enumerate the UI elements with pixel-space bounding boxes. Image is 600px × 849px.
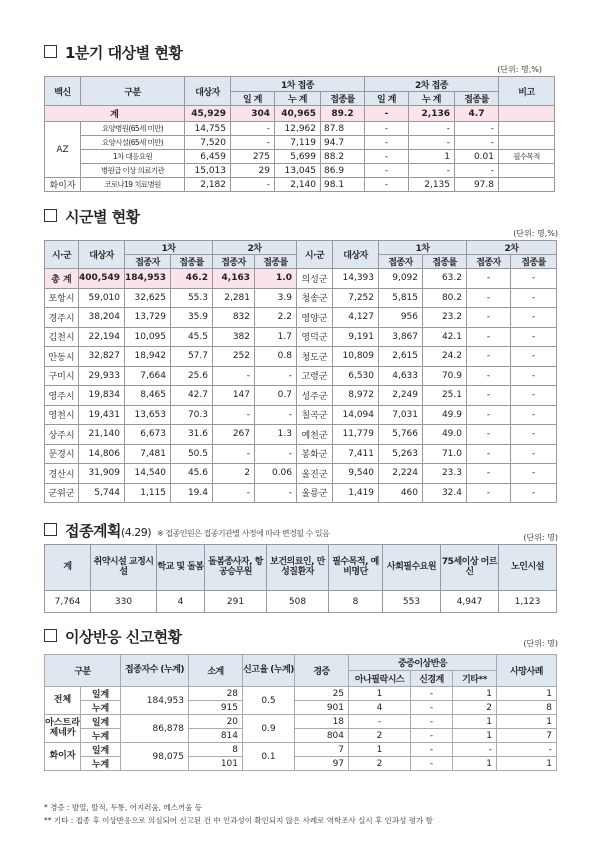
table-row: 상주시 21,140 6,673 31.6 267 1.3 예천군 11,779 5,766 49.0 - - <box>45 425 557 445</box>
footnote-mild: * 경증 : 발열, 발적, 두통, 어지러움, 메스꺼움 등 <box>44 803 203 812</box>
section3-unit: (단위: 명) <box>523 533 558 542</box>
total-row: 계 45,929 304 40,965 89.2 - 2,136 4.7 <box>45 106 555 122</box>
col-target-right: 대상자 <box>333 241 379 269</box>
period-label: 일계 <box>81 715 121 729</box>
col-d2: 2차 <box>213 241 297 255</box>
region-name: 청송군 <box>297 288 333 308</box>
region-name: 안동시 <box>45 347 79 367</box>
vaccine-az: AZ <box>45 122 81 178</box>
col-target: 대상자 <box>79 241 125 269</box>
col-d1: 1차 <box>125 241 213 255</box>
checkbox-square-icon <box>44 45 57 58</box>
region-name: 경주시 <box>45 308 79 328</box>
col-subtotal: 소계 <box>189 655 243 687</box>
table-row: 안동시 32,827 18,942 57.7 252 0.8 청도군 10,809 2,615 24.2 - - <box>45 347 557 367</box>
plan-value: 508 <box>267 591 329 613</box>
vaccinated-count: 184,953 <box>121 687 189 715</box>
col-d1-cum: 누 계 <box>275 92 321 106</box>
section2-unit: (단위: 명,%) <box>513 229 558 238</box>
table-row: 화이자 일계 98,075 8 0.1 7 1 - - - <box>45 743 557 757</box>
plan-value: 553 <box>383 591 441 613</box>
section4-title: 이상반응 신고현황 <box>44 626 182 647</box>
col-d1-rate: 접종률 <box>321 92 365 106</box>
col-d1-daily: 일 계 <box>231 92 275 106</box>
vaccine-pfizer: 화이자 <box>45 178 81 192</box>
region-name: 김천시 <box>45 327 79 347</box>
region-name: 예천군 <box>297 425 333 445</box>
plan-header: 학교 및 돌봄 <box>157 545 205 591</box>
table-row: 경산시 31,909 14,540 45.6 2 0.06 울진군 9,540 2,224 23.3 - - <box>45 464 557 484</box>
col-region-right: 시·군 <box>297 241 333 269</box>
table-row: 누계 101 97 2 - 1 1 <box>45 757 557 771</box>
region-name: 경산시 <box>45 464 79 484</box>
plan-header: 돌봄종사자, 항공승무원 <box>205 545 267 591</box>
period-label: 누계 <box>81 757 121 771</box>
footnote-etc: ** 기타 : 접종 후 이상반응으로 의심되어 신고된 건 中 인과성이 확인되지 않은 사례로 역학조사 실시 후 인과성 평가 함 <box>44 816 433 825</box>
report-rate: 0.5 <box>243 687 295 715</box>
region-name: 영천시 <box>45 405 79 425</box>
region-name: 성주군 <box>297 386 333 406</box>
table-row: 화이자 코로나19 치료병원 2,182 - 2,140 98.1 - 2,135 97.8 <box>45 178 555 192</box>
section3-title: 접종계획(4.29) ※ 접종인원은 접종기관별 사정에 따라 변경될 수 있음 <box>44 520 329 541</box>
plan-header: 계 <box>45 545 91 591</box>
plan-header: 필수목적, 예비명단 <box>329 545 383 591</box>
col-category: 구분 <box>81 77 185 106</box>
col-d2-rate: 접종률 <box>455 92 499 106</box>
region-name: 고령군 <box>297 366 333 386</box>
plan-date: (4.29) <box>120 526 152 539</box>
table-row: 1차 대응요원 6,459 275 5,699 88.2 - 1 0.01 필수목적 <box>45 150 555 164</box>
period-label: 일계 <box>81 687 121 701</box>
table-row: 요양시설(65세 미만) 7,520 - 7,119 94.7 - - - <box>45 136 555 150</box>
plan-header: 노인시설 <box>499 545 557 591</box>
plan-value: 291 <box>205 591 267 613</box>
period-label: 누계 <box>81 701 121 715</box>
col-dose2: 2차 접종 <box>365 77 499 92</box>
period-label: 일계 <box>81 743 121 757</box>
table-row: 총 계 400,549 184,953 46.2 4,163 1.0 의성군 14,393 9,092 63.2 - - <box>45 269 557 289</box>
table-row: 영천시 19,431 13,653 70.3 - - 칠곡군 14,094 7,031 49.9 - - <box>45 405 557 425</box>
col-report-rate: 신고율 (누계) <box>243 655 295 687</box>
region-name: 울진군 <box>297 464 333 484</box>
plan-header: 보건의료인, 만성질환자 <box>267 545 329 591</box>
vaccinated-count: 86,878 <box>121 715 189 743</box>
vaccinated-count: 98,075 <box>121 743 189 771</box>
table-row: AZ 요양병원(65세 미만) 14,755 - 12,962 87.8 - - - <box>45 122 555 136</box>
checkbox-square-icon <box>44 209 57 222</box>
col-severe: 중증이상반응 <box>349 655 497 671</box>
col-death: 사망사례 <box>497 655 557 687</box>
col-target: 대상자 <box>185 77 231 106</box>
col-anaphylaxis: 아나필락시스 <box>349 671 411 687</box>
region-name: 영주시 <box>45 386 79 406</box>
region-name: 영양군 <box>297 308 333 328</box>
report-rate: 0.9 <box>243 715 295 743</box>
plan-value: 330 <box>91 591 157 613</box>
col-d2-daily: 일 계 <box>365 92 409 106</box>
table-row: 군위군 5,744 1,115 19.4 - - 울릉군 1,419 460 32.4 - - <box>45 483 557 503</box>
table-row: 문경시 14,806 7,481 50.5 - - 봉화군 7,411 5,263 71.0 - - <box>45 444 557 464</box>
table-row: 누계 915 901 4 - 2 8 <box>45 701 557 715</box>
region-name: 총 계 <box>45 269 79 289</box>
table-row: 영주시 19,834 8,465 42.7 147 0.7 성주군 8,972 2,249 25.1 - - <box>45 386 557 406</box>
col-dose1: 1차 접종 <box>231 77 365 92</box>
plan-value: 8 <box>329 591 383 613</box>
col-mild: 경증 <box>295 655 349 687</box>
col-etc: 기타** <box>453 671 497 687</box>
col-vaccine: 백신 <box>45 77 81 106</box>
plan-note: ※ 접종인원은 접종기관별 사정에 따라 변경될 수 있음 <box>157 529 330 538</box>
col-note: 비고 <box>499 77 555 106</box>
region-name: 청도군 <box>297 347 333 367</box>
col-neuro: 신경계 <box>411 671 453 687</box>
section1-title: 1분기 대상별 현황 <box>44 42 182 63</box>
vaccine-name: 아스트라 제네카 <box>45 715 81 743</box>
col-d1-right: 1차 <box>379 241 467 255</box>
report-rate: 0.1 <box>243 743 295 771</box>
region-name: 문경시 <box>45 444 79 464</box>
table-plan <box>44 544 557 613</box>
plan-value: 1,123 <box>499 591 557 613</box>
col-vaccinated: 접종자수 (누계) <box>121 655 189 687</box>
checkbox-square-icon <box>44 629 57 642</box>
region-name: 군위군 <box>45 483 79 503</box>
table-row: 포항시 59,010 32,625 55.3 2,281 3.9 청송군 7,252 5,815 80.2 - - <box>45 288 557 308</box>
period-label: 누계 <box>81 729 121 743</box>
region-name: 의성군 <box>297 269 333 289</box>
col-d2-cum: 누 계 <box>409 92 455 106</box>
col-category: 구분 <box>45 655 121 687</box>
table-row: 병원급 이상 의료기관 15,013 29 13,045 86.9 - - - <box>45 164 555 178</box>
section4-unit: (단위: 명) <box>523 639 558 648</box>
section2-title: 시군별 현황 <box>44 206 140 227</box>
table-row: 아스트라 제네카 일계 86,878 20 0.9 18 - - 1 1 <box>45 715 557 729</box>
section1-unit: (단위: 명,%) <box>497 65 542 74</box>
region-name: 영덕군 <box>297 327 333 347</box>
vaccine-name: 화이자 <box>45 743 81 771</box>
plan-value: 4 <box>157 591 205 613</box>
plan-value: 4,947 <box>441 591 499 613</box>
region-name: 봉화군 <box>297 444 333 464</box>
table-adverse <box>44 654 557 771</box>
table-by-target <box>44 76 555 192</box>
region-name: 포항시 <box>45 288 79 308</box>
table-by-region: 시·군 대상자 1차 2차 시·군 대상자 1차 2차 접종자 접종률 접종자 접종률 접종자 접종률 접종자 접종률 총 계 400,549 184,953 46.2 4,163 1.0 의성군 14,393 9,092 63.2 - - 포항시 59,010 32,625 55.3 2,281 3.9 청송군 7,252 5,815 80.2 - - 경주시 38,204 13,729 35.9 832 2.2 영양군 4,127 956 23.2 - - 김천시 22,194 10,095 45.5 382 1.7 영덕군 9,191 3,867 42.1 - - 안동시 32,827 18,942 57.7 252 0.8 청도군 10,809 2,615 24.2 - - 구미시 29,933 7,664 25.6 - - 고령군 6,530 4,633 70.9 - - 영주시 19,834 8,465 42.7 147 0.7 성주군 8,972 2,249 25.1 - - 영천시 19,431 13,653 70.3 - - 칠곡군 14,094 7,031 49.9 - - 상주시 21,140 6,673 31.6 267 1.3 예천군 11,779 5,766 49.0 - - 문경시 14,806 7,481 50.5 - - 봉화군 7,411 5,263 71.0 - - 경산시 31,909 14,540 45.6 2 0.06 울진군 9,540 2,224 23.3 - - 군위군 5,744 1,115 19.4 - - 울릉군 1,419 460 32.4 - - <box>44 240 557 503</box>
region-name: 울릉군 <box>297 483 333 503</box>
table-row: 구미시 29,933 7,664 25.6 - - 고령군 6,530 4,633 70.9 - - <box>45 366 557 386</box>
region-name: 구미시 <box>45 366 79 386</box>
checkbox-square-icon <box>44 523 57 536</box>
table-row: 누계 814 804 2 - 1 7 <box>45 729 557 743</box>
plan-header: 사회필수요원 <box>383 545 441 591</box>
col-region: 시·군 <box>45 241 79 269</box>
vaccine-name: 전체 <box>45 687 81 715</box>
table-row: 김천시 22,194 10,095 45.5 382 1.7 영덕군 9,191 3,867 42.1 - - <box>45 327 557 347</box>
col-d2-right: 2차 <box>467 241 557 255</box>
table-row: 전체 일계 184,953 28 0.5 25 1 - 1 1 <box>45 687 557 701</box>
region-name: 칠곡군 <box>297 405 333 425</box>
plan-header: 75세이상 어르신 <box>441 545 499 591</box>
plan-value: 7,764 <box>45 591 91 613</box>
plan-header: 취약시설 교정시설 <box>91 545 157 591</box>
region-name: 상주시 <box>45 425 79 445</box>
table-row: 경주시 38,204 13,729 35.9 832 2.2 영양군 4,127 956 23.2 - - <box>45 308 557 328</box>
